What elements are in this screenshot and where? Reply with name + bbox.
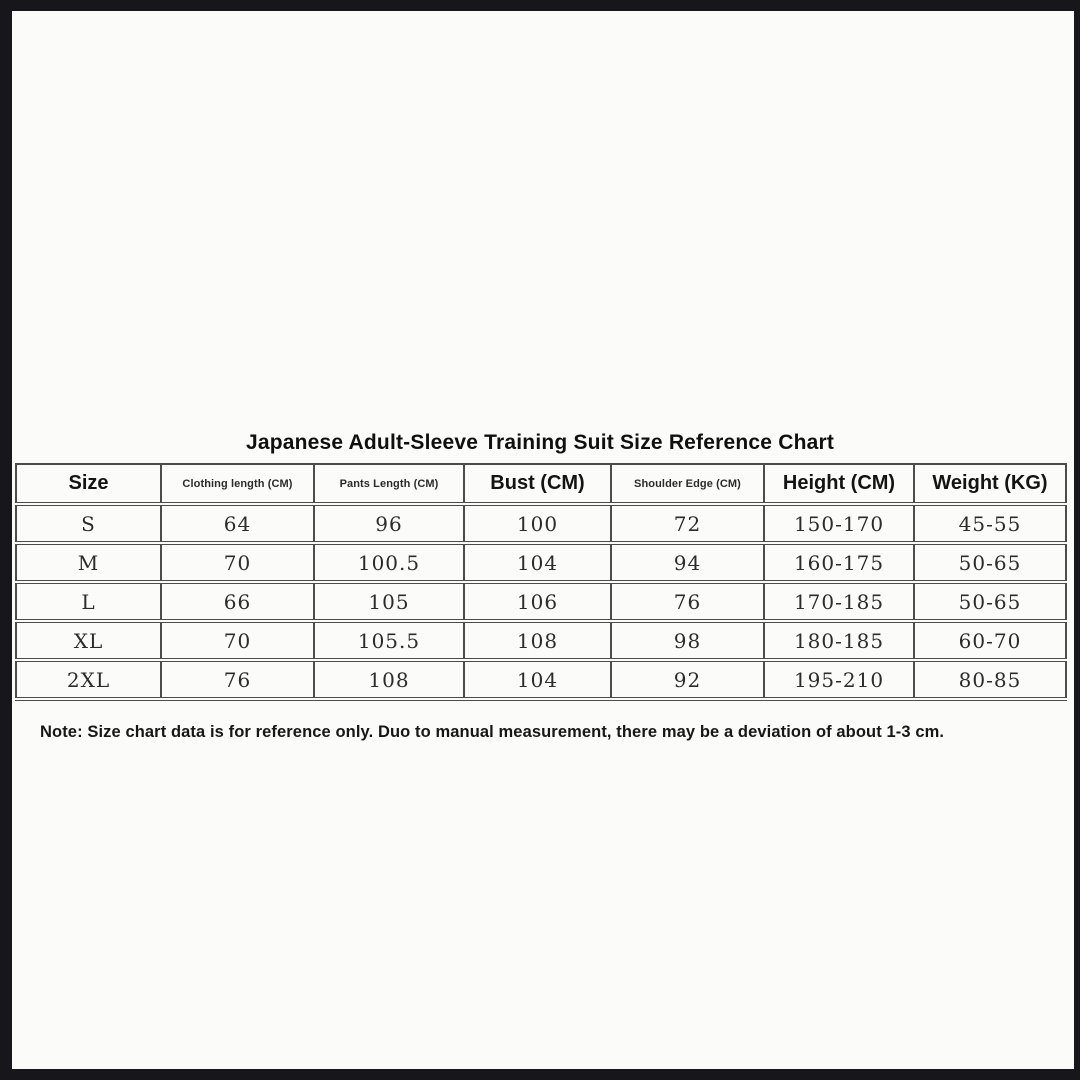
right-border-bar bbox=[1074, 0, 1080, 1080]
table-cell: 60-70 bbox=[914, 621, 1066, 660]
table-cell: 70 bbox=[161, 543, 314, 582]
column-header-pants-length-cm: Pants Length (CM) bbox=[314, 464, 464, 504]
size-cell: M bbox=[77, 550, 100, 575]
table-cell: 66 bbox=[161, 582, 314, 621]
table-row-size-l bbox=[16, 582, 1066, 621]
table-cell: 96 bbox=[314, 504, 464, 543]
reference-note: Note: Size chart data is for reference only. Duo to manual measurement, there may be a deviation of about 1-3 cm. bbox=[40, 723, 945, 741]
table-cell: 150-170 bbox=[764, 504, 914, 543]
left-border-bar bbox=[0, 0, 12, 1080]
table-cell: 80-85 bbox=[914, 660, 1066, 699]
table-cell: 92 bbox=[611, 660, 764, 699]
table-cell: 94 bbox=[611, 543, 764, 582]
table-row-size-xl bbox=[16, 621, 1066, 660]
table-cell: 76 bbox=[611, 582, 764, 621]
table-header-row bbox=[16, 464, 1066, 504]
table-cell: 76 bbox=[161, 660, 314, 699]
table-cell: 72 bbox=[611, 504, 764, 543]
column-header-bust-cm: Bust (CM) bbox=[464, 464, 611, 504]
table-cell: 108 bbox=[464, 621, 611, 660]
column-header-shoulder-edge-cm: Shoulder Edge (CM) bbox=[611, 464, 764, 504]
table-cell: 105 bbox=[314, 582, 464, 621]
table-cell: 100.5 bbox=[314, 543, 464, 582]
table-cell: 50-65 bbox=[914, 543, 1066, 582]
size-cell: 2XL bbox=[66, 667, 111, 692]
table-cell: 104 bbox=[464, 660, 611, 699]
column-header-height-cm: Height (CM) bbox=[764, 464, 914, 504]
table-cell: 45-55 bbox=[914, 504, 1066, 543]
table-cell: 106 bbox=[464, 582, 611, 621]
column-header-weight-kg: Weight (KG) bbox=[914, 464, 1066, 504]
table-cell: 195-210 bbox=[764, 660, 914, 699]
table-cell: 98 bbox=[611, 621, 764, 660]
table-cell: 70 bbox=[161, 621, 314, 660]
column-header-clothing-length-cm: Clothing length (CM) bbox=[161, 464, 314, 504]
size-cell: L bbox=[81, 589, 96, 614]
table-cell: 108 bbox=[314, 660, 464, 699]
table-row-size-m bbox=[16, 543, 1066, 582]
table-cell: 180-185 bbox=[764, 621, 914, 660]
table-cell: 105.5 bbox=[314, 621, 464, 660]
size-cell: XL bbox=[73, 628, 104, 653]
table-row-size-2xl bbox=[16, 660, 1066, 699]
table-cell: 170-185 bbox=[764, 582, 914, 621]
table-cell: 160-175 bbox=[764, 543, 914, 582]
size-cell: S bbox=[81, 511, 96, 536]
table-cell: 104 bbox=[464, 543, 611, 582]
table-cell: 50-65 bbox=[914, 582, 1066, 621]
table-row-size-s bbox=[16, 504, 1066, 543]
size-reference-table bbox=[15, 463, 1067, 701]
column-header-size: Size bbox=[68, 472, 109, 494]
table-cell: 64 bbox=[161, 504, 314, 543]
chart-title: Japanese Adult-Sleeve Training Suit Size Reference Chart bbox=[245, 431, 835, 454]
top-border-bar bbox=[0, 0, 1080, 11]
bottom-border-bar bbox=[0, 1069, 1080, 1080]
table-cell: 100 bbox=[464, 504, 611, 543]
